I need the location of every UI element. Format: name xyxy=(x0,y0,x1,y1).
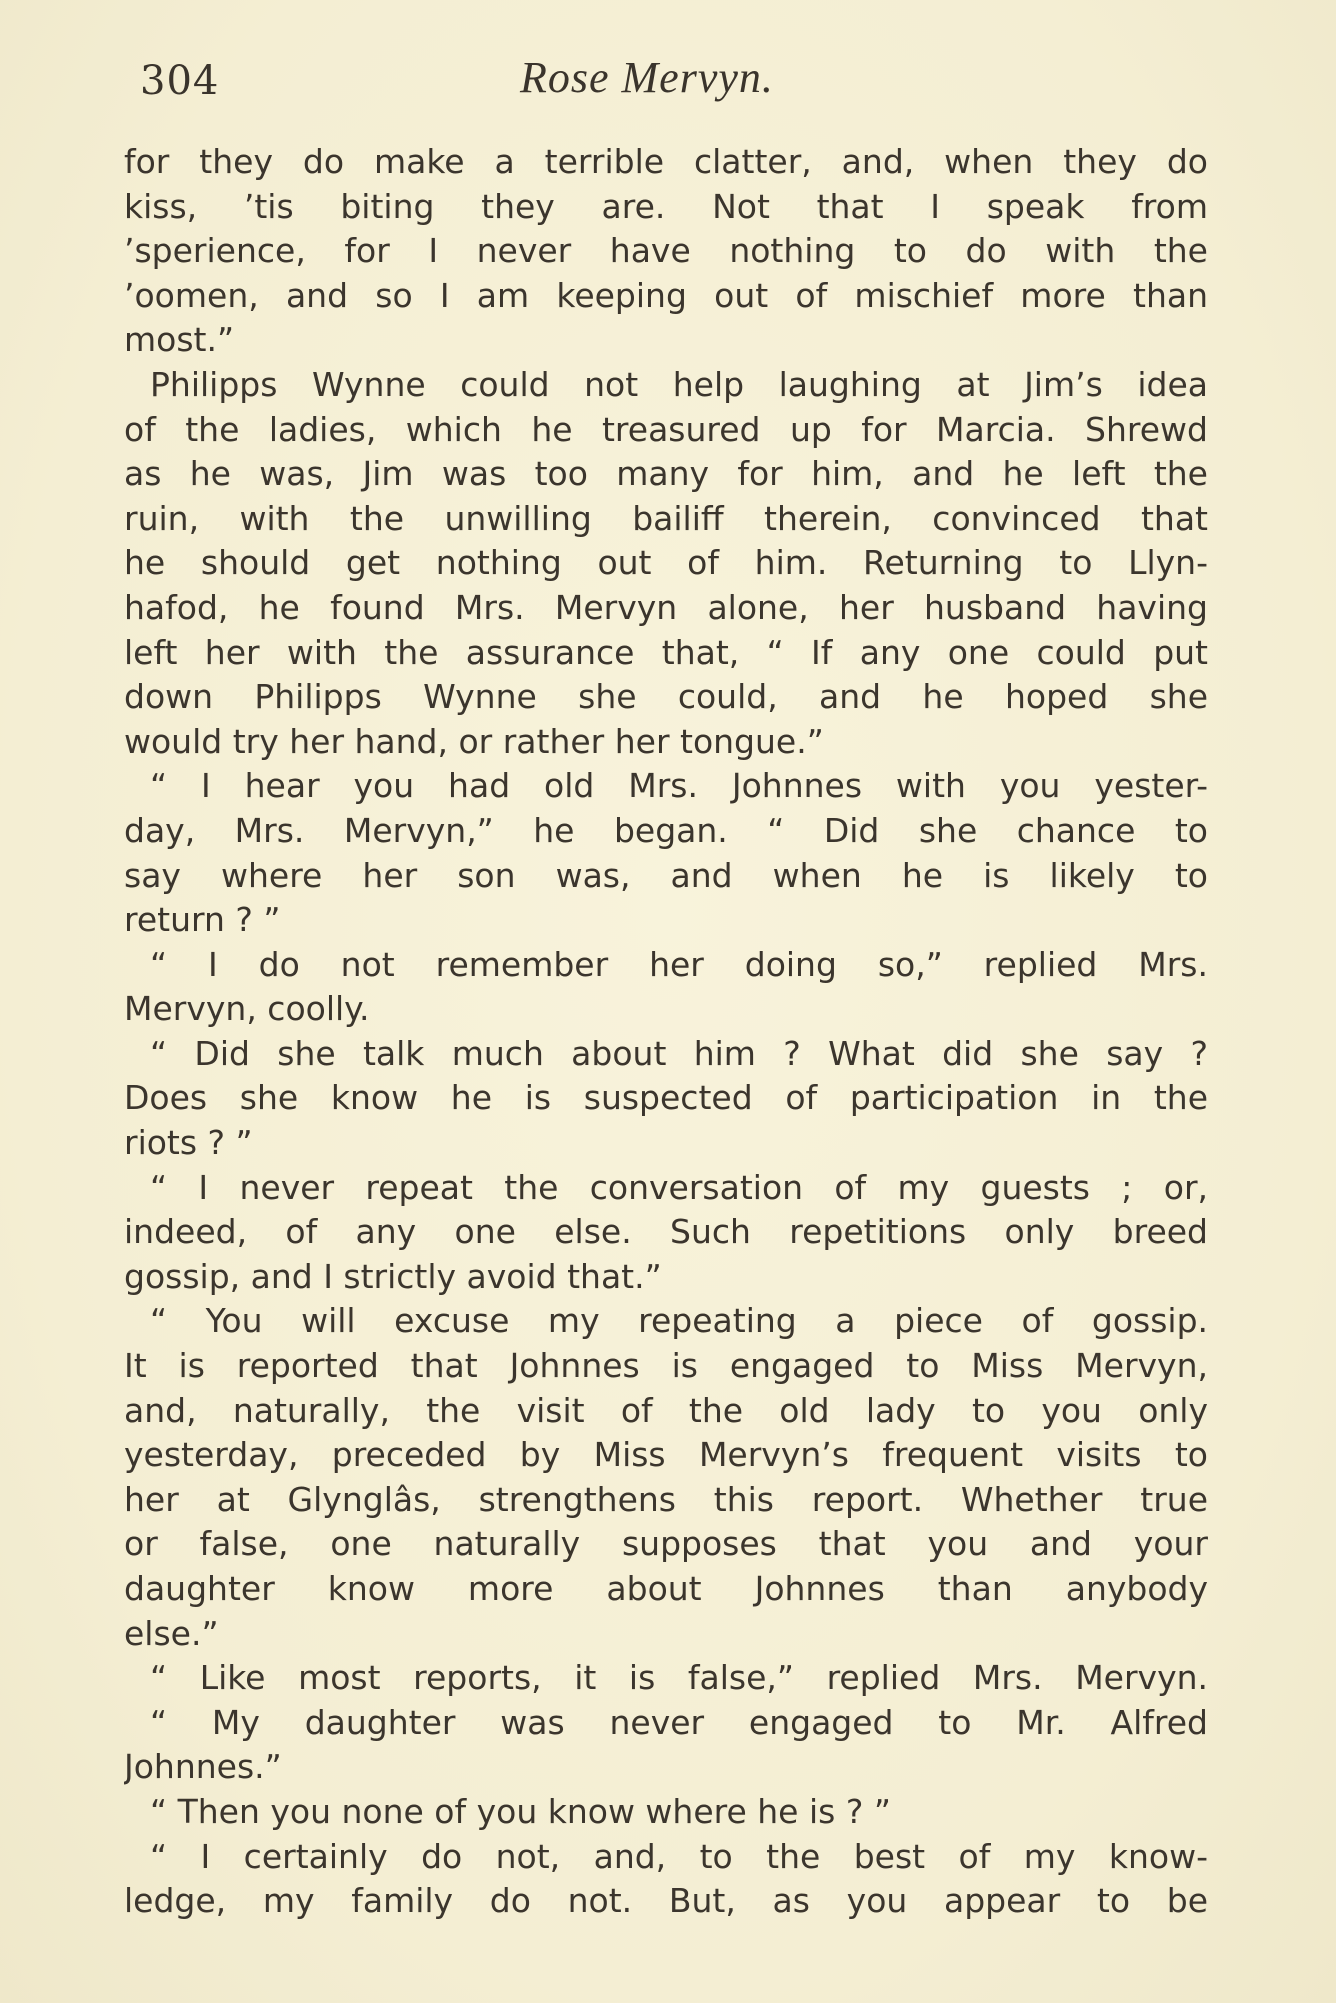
text-line: riots ? ” xyxy=(124,1123,253,1163)
text-line: Johnnes.” xyxy=(124,1747,282,1787)
text-line: “ I certainly do not, and, to the best of my know- xyxy=(150,1836,1208,1876)
text-line: say where her son was, and when he is likely to xyxy=(124,855,1208,895)
text-line: “ I never repeat the conversation of my guests ; or, xyxy=(150,1167,1208,1207)
text-line: ruin, with the unwilling bailiff therein, convinced that xyxy=(124,498,1208,538)
text-line: “ I hear you had old Mrs. Johnnes with you yester- xyxy=(150,766,1208,806)
text-line: ’oomen, and so I am keeping out of mischief more than xyxy=(124,275,1208,315)
body-text xyxy=(124,140,1208,1924)
text-line: most.” xyxy=(124,320,235,360)
text-line: her at Glynglâs, strengthens this report. Whether true xyxy=(124,1479,1208,1519)
text-line: kiss, ’tis biting they are. Not that I speak from xyxy=(124,186,1208,226)
text-line: left her with the assurance that, “ If any one could put xyxy=(124,632,1208,672)
running-title: Rose Mervyn. xyxy=(520,53,774,102)
text-line: ’sperience, for I never have nothing to do with the xyxy=(124,231,1208,271)
text-line: Does she know he is suspected of participation in the xyxy=(124,1078,1208,1118)
text-line: “ Like most reports, it is false,” replied Mrs. Mervyn. xyxy=(150,1658,1208,1698)
text-line: of the ladies, which he treasured up for Marcia. Shrewd xyxy=(124,409,1208,449)
page-header xyxy=(140,52,1210,112)
text-line: down Philipps Wynne she could, and he hoped she xyxy=(124,677,1208,717)
text-line: Mervyn, coolly. xyxy=(124,989,370,1029)
text-line: ledge, my family do not. But, as you appear to be xyxy=(124,1881,1208,1921)
text-line: “ You will excuse my repeating a piece of gossip. xyxy=(150,1301,1208,1341)
text-line: return ? ” xyxy=(124,900,281,940)
text-line: “ My daughter was never engaged to Mr. Alfred xyxy=(150,1702,1208,1742)
text-line: It is reported that Johnnes is engaged to Miss Mervyn, xyxy=(124,1346,1208,1386)
text-line: would try her hand, or rather her tongue.” xyxy=(124,721,824,761)
text-line: indeed, of any one else. Such repetitions only breed xyxy=(124,1212,1208,1252)
text-line: “ Then you none of you know where he is ? ” xyxy=(150,1791,891,1831)
text-line: hafod, he found Mrs. Mervyn alone, her husband having xyxy=(124,587,1208,627)
text-line: daughter know more about Johnnes than anybody xyxy=(124,1569,1208,1608)
text-line: or false, one naturally supposes that you and your xyxy=(124,1524,1208,1564)
page-number: 304 xyxy=(140,58,220,104)
text-line: and, naturally, the visit of the old lady to you only xyxy=(124,1390,1208,1430)
text-line: gossip, and I strictly avoid that.” xyxy=(124,1256,662,1296)
text-line: as he was, Jim was too many for him, and he left the xyxy=(124,454,1208,494)
text-line: he should get nothing out of him. Returning to Llyn- xyxy=(124,543,1208,583)
text-line: “ Did she talk much about him ? What did she say ? xyxy=(150,1033,1208,1073)
text-line: yesterday, preceded by Miss Mervyn’s frequent visits to xyxy=(124,1435,1208,1475)
text-line: “ I do not remember her doing so,” replied Mrs. xyxy=(150,944,1208,984)
text-line: Philipps Wynne could not help laughing at Jim’s idea xyxy=(150,364,1208,404)
text-line: else.” xyxy=(124,1613,219,1653)
text-line: for they do make a terrible clatter, and, when they do xyxy=(124,142,1208,181)
text-line: day, Mrs. Mervyn,” he began. “ Did she chance to xyxy=(124,810,1208,850)
